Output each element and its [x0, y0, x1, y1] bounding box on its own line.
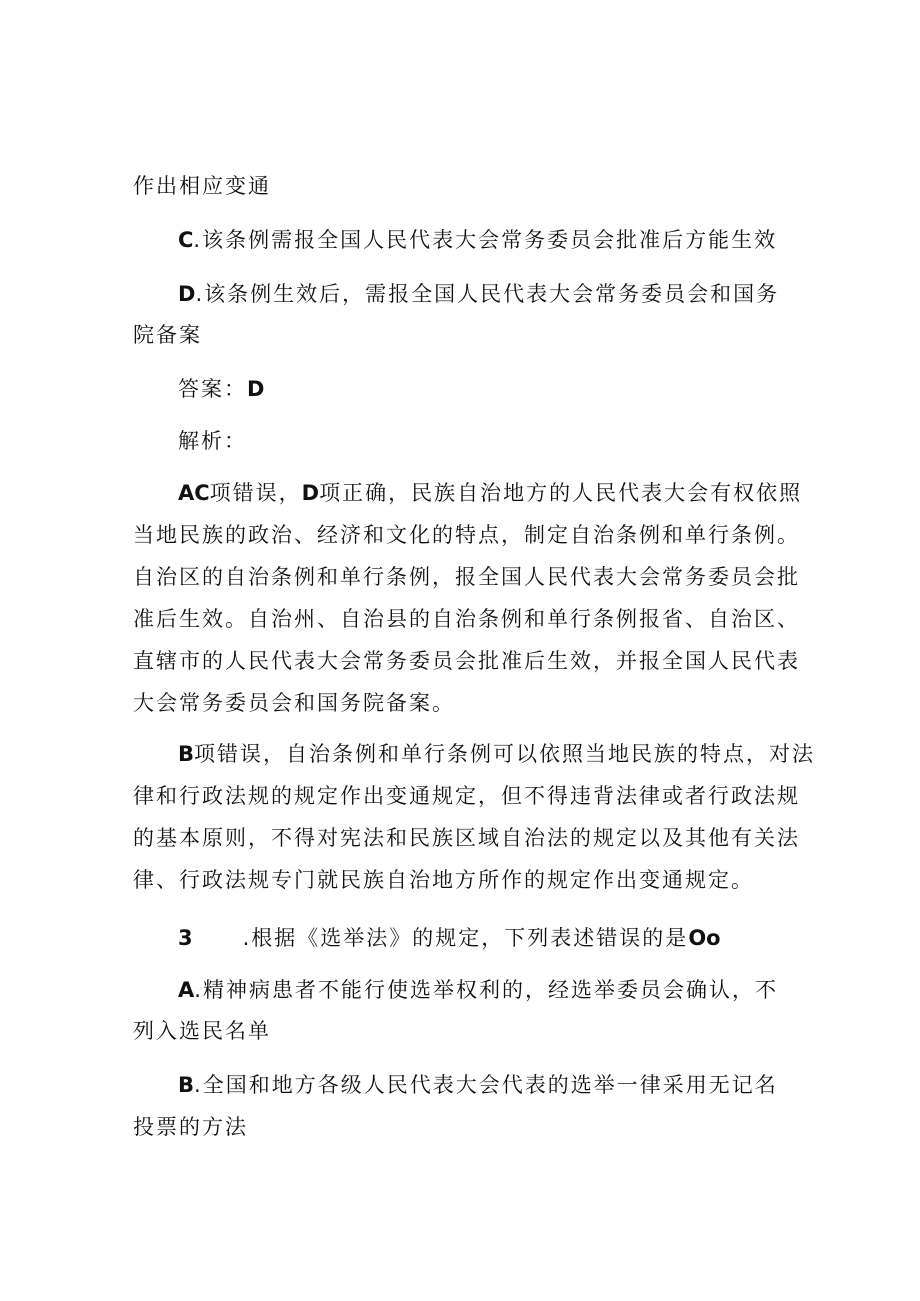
- analysis-p1-line3: 自治区的自治条例和单行条例，报全国人民代表大会常务委员会批: [133, 565, 800, 589]
- question-3-suffix: Oo: [688, 926, 721, 950]
- option-d-line2: 院备案: [133, 323, 202, 347]
- analysis-p2-line3: 的基本原则，不得对宪法和民族区域自治法的规定以及其他有关法: [133, 826, 800, 850]
- q3-option-a-line2: 列入选民名单: [133, 1019, 271, 1043]
- analysis-p2-line2: 律和行政法规的规定作出变通规定，但不得违背法律或者行政法规: [133, 784, 800, 808]
- answer: 答案：D: [178, 377, 265, 401]
- analysis-p2-line1: B项错误，自治条例和单行条例可以依照当地民族的特点，对法: [178, 742, 816, 766]
- analysis-p1-line2: 当地民族的政治、经济和文化的特点，制定自治条例和单行条例。: [133, 523, 800, 547]
- q3-option-a-label: A: [178, 978, 195, 1002]
- option-c-text: .该条例需报全国人民代表大会常务委员会批准后方能生效: [193, 228, 778, 252]
- analysis-p1-line4: 准后生效。自治州、自治县的自治条例和单行条例报省、自治区、: [133, 607, 800, 631]
- analysis-p1-line6: 大会常务委员会和国务院备案。: [133, 691, 455, 715]
- question-3: [178, 923, 721, 953]
- q3-option-b-line1: B.全国和地方各级人民代表大会代表的选举一律采用无记名: [178, 1073, 778, 1097]
- option-c-label: C: [178, 228, 194, 252]
- answer-value: D: [247, 377, 265, 401]
- analysis-label: 解析：: [178, 429, 247, 453]
- q3-option-b-label: B: [178, 1073, 195, 1097]
- q3-option-b-line2: 投票的方法: [133, 1115, 248, 1139]
- analysis-p1-line5: 直辖市的人民代表大会常务委员会批准后生效，并报全国人民代表: [133, 649, 800, 673]
- question-3-number: 3: [178, 926, 193, 950]
- option-c: [178, 225, 777, 255]
- q3-option-a-line1: A.精神病患者不能行使选举权利的，经选举委员会确认，不: [178, 978, 778, 1002]
- fragment-top: 作出相应变通: [133, 174, 271, 198]
- analysis-p2-line4: 律、行政法规专门就民族自治地方所作的规定作出变通规定。: [133, 868, 754, 892]
- option-d-label: D: [178, 282, 196, 306]
- analysis-p1-line1: AC项错误，D项正确，民族自治地方的人民代表大会有权依照: [178, 481, 803, 505]
- option-d-line1: D.该条例生效后，需报全国人民代表大会常务委员会和国务: [178, 282, 780, 306]
- question-3-text: .根据《选举法》的规定，下列表述错误的是: [242, 926, 689, 950]
